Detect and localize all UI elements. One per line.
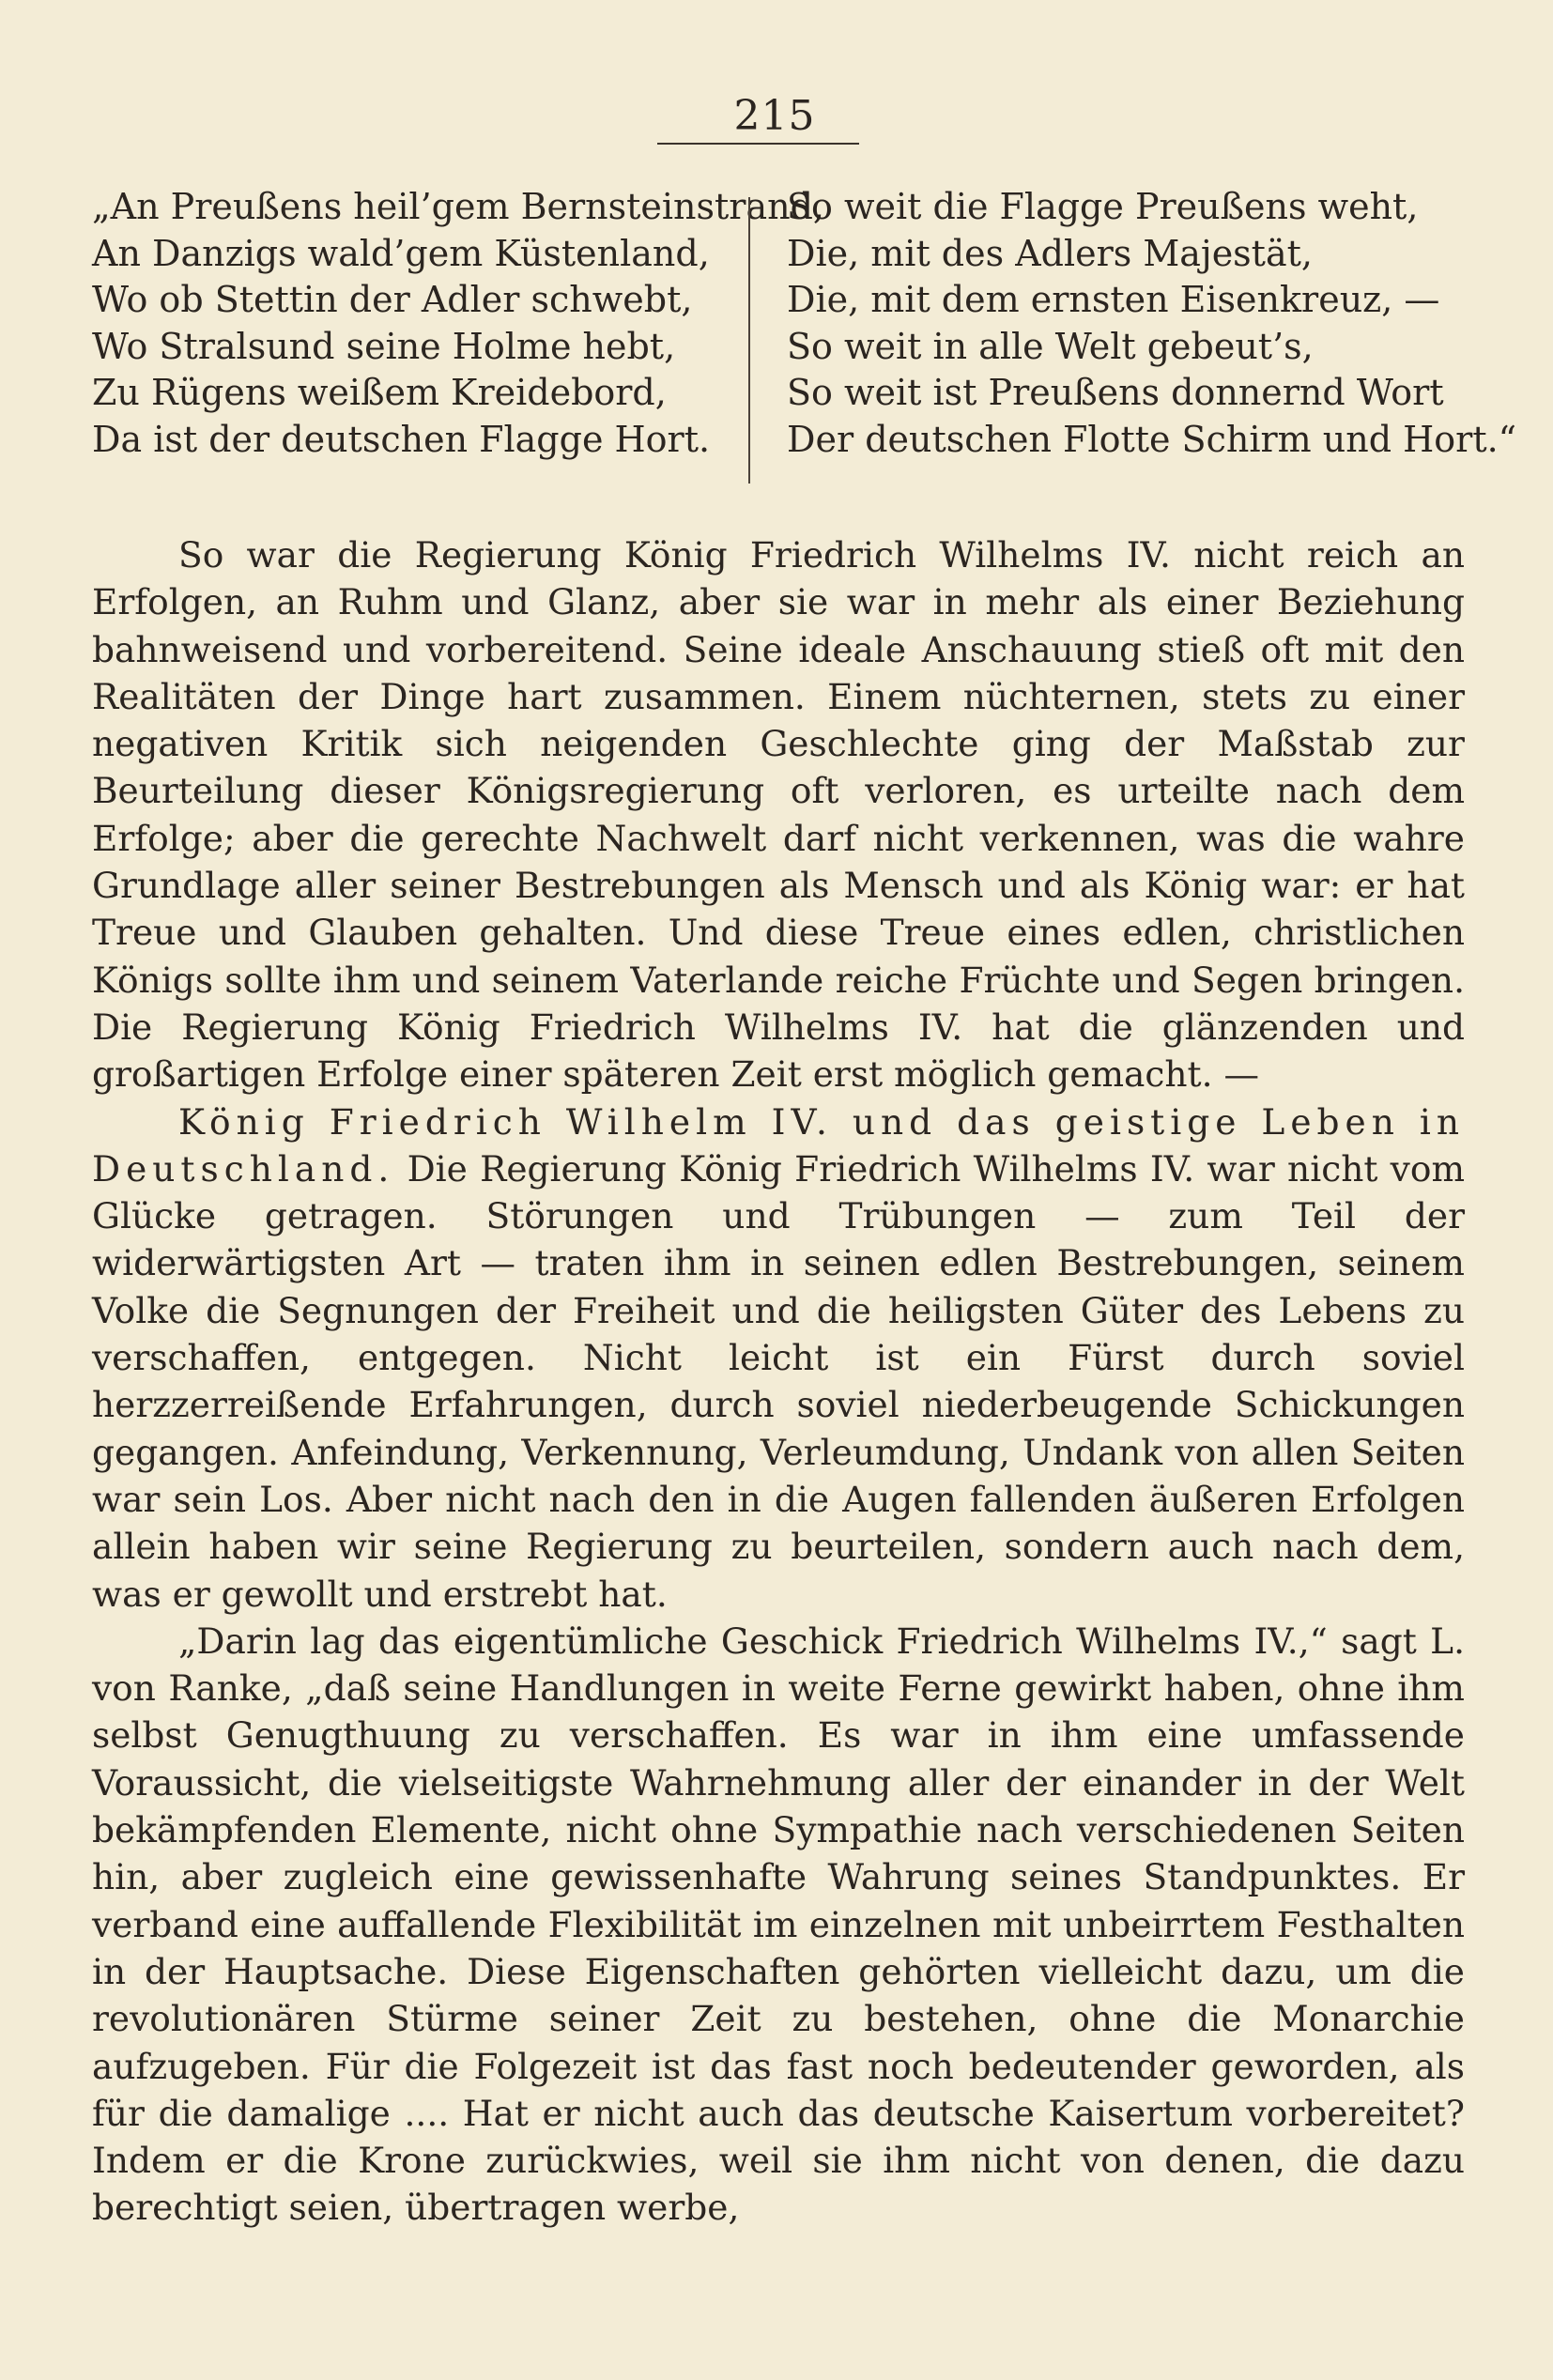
poem-line: So weit ist Preußens donnernd Wort bbox=[787, 372, 1444, 413]
paragraph-ranke-quote: „Darin lag das eigentümliche Geschick Friedrich Wilhelms IV.,“ sagt L. von Ranke, „daß seine Handlungen in weite Ferne gewirkt haben, ohne ihm selbst Genugthuung zu verschaffen. Es war in ihm eine umfassende Voraussicht, die vielseitigste Wahrnehmung aller der einander in der Welt bekämpfenden Elemente, nicht ohne Sympathie nach verschiedenen Seiten hin, aber zugleich eine gewissenhafte Wahrung seines Standpunktes. Er verband eine auffallende Flexibilität im einzelnen mit unbeirrtem Festhalten in der Hauptsache. Diese Eigenschaften gehörten vielleicht dazu, um die revolutionären Stürme seiner Zeit zu bestehen, ohne die Monarchie aufzugeben. Für die Folgezeit ist das fast noch bedeutender geworden, als für die damalige .... Hat er nicht auch das deutsche Kaisertum vorbereitet? Indem er die Krone zurückwies, weil sie ihm nicht von denen, die dazu berechtigt seien, übertragen werbe, bbox=[92, 1620, 1465, 2229]
poem-left-stanza bbox=[92, 184, 824, 463]
poem-line: Wo ob Stettin der Adler schwebt, bbox=[92, 279, 693, 320]
paragraph-geistiges-leben bbox=[92, 1098, 1465, 1618]
poem-line: So weit die Flagge Preußens weht, bbox=[787, 186, 1419, 227]
poem-line: Die, mit dem ernsten Eisenkreuz, — bbox=[787, 279, 1440, 320]
page-number: 215 bbox=[733, 92, 816, 140]
poem-line: So weit in alle Welt gebeut’s, bbox=[787, 325, 1314, 367]
paragraph-regierung: So war die Regierung König Friedrich Wilhelms IV. nicht reich an Erfolgen, an Ruhm und Glanz, aber sie war in mehr als einer Beziehung bahnweisend und vorbereitend. Seine ideale Anschauung stieß oft mit den Realitäten der Dinge hart zusammen. Einem nüchternen, stets zu einer negativen Kritik sich neigenden Geschlechte ging der Maßstab zur Beurteilung dieser Königsregierung oft verloren, es urteilte nach dem Erfolge; aber die gerechte Nachwelt darf nicht verkennen, was die wahre Grundlage aller seiner Bestrebungen als Mensch und als König war: er hat Treue und Glauben gehalten. Und diese Treue eines edlen, christlichen Königs sollte ihm und seinem Vaterlande reiche Früchte und Segen bringen. Die Regierung König Friedrich Wilhelms IV. hat die glänzenden und großartigen Erfolge einer späteren Zeit erst möglich gemacht. — bbox=[92, 534, 1465, 1096]
section-heading: König Friedrich Wilhelm IV. und das geistige Leben in Deutschland. bbox=[92, 1100, 1465, 1190]
body-text bbox=[92, 531, 1465, 2232]
poem-line: Zu Rügens weißem Kreidebord, bbox=[92, 372, 667, 413]
poem-line: Die, mit des Adlers Majestät, bbox=[787, 232, 1313, 274]
poem-line: „An Preußens heil’gem Bernsteinstrand, bbox=[92, 186, 824, 227]
paragraph-text: Die Regierung König Friedrich Wilhelms IV. war nicht vom Glücke getragen. Störungen und Trübungen — zum Teil der widerwärtigsten Art — traten ihm in seinen edlen Bestrebungen, seinem Volke die Segnungen der Freiheit und die heiligsten Güter des Lebens zu verschaffen, entgegen. Nicht leicht ist ein Fürst durch soviel herzzerreißende Erfahrungen, durch soviel niederbeugende Schickungen gegangen. Anfeindung, Verkennung, Verleumdung, Undank von allen Seiten war sein Los. Aber nicht nach den in die Augen fallenden äußeren Erfolgen allein haben wir seine Regierung zu beurteilen, sondern auch nach dem, was er gewollt und erstrebt hat. bbox=[92, 1147, 1465, 1615]
poem-line: Da ist der deutschen Flagge Hort. bbox=[92, 418, 711, 460]
poem-line: An Danzigs wald’gem Küstenland, bbox=[92, 232, 710, 274]
poem-line: Wo Stralsund seine Holme hebt, bbox=[92, 325, 676, 367]
poem-line: Der deutschen Flotte Schirm und Hort.“ bbox=[787, 418, 1517, 460]
poem-right-stanza bbox=[787, 184, 1517, 463]
poem-column-divider bbox=[748, 197, 750, 484]
header-rule bbox=[657, 143, 859, 145]
